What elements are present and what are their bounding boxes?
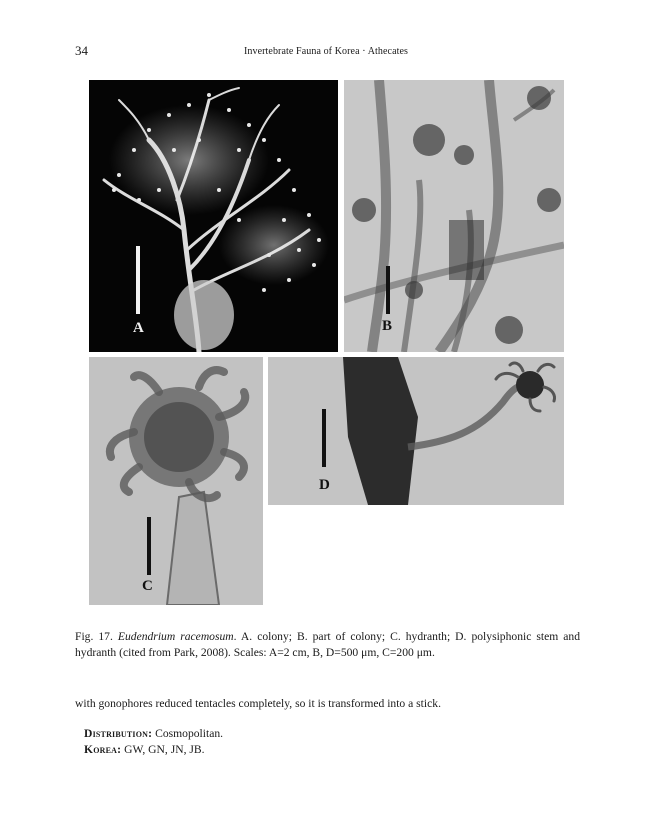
distribution-line xyxy=(84,727,223,740)
panel-label-a: A xyxy=(133,320,144,336)
korea-label: Korea: xyxy=(84,743,122,756)
scale-bar xyxy=(147,517,151,575)
colony-photo xyxy=(89,80,338,352)
figure-caption-text: . A. colony; B. part of colony; C. hydranth; D. polysiphonic stem and hydranth (cited from Park, 2008). Scales: A=2 cm, B, D=500 μm, C=200 μm. xyxy=(75,630,581,659)
scale-bar xyxy=(322,409,326,467)
colony-part-photo xyxy=(344,80,564,352)
body-paragraph: with gonophores reduced tentacles completely, so it is transformed into a stick. xyxy=(75,697,441,710)
figure-caption xyxy=(75,629,580,661)
figure-panel-c xyxy=(89,357,263,605)
scale-bar xyxy=(386,266,390,314)
panel-label-d: D xyxy=(319,477,330,493)
running-title: Invertebrate Fauna of Korea · Athecates xyxy=(243,46,409,57)
distribution-label: Distribution: xyxy=(84,727,153,740)
page-number: 34 xyxy=(75,43,88,58)
polysiphonic-stem-photo xyxy=(268,357,564,505)
panel-label-c: C xyxy=(142,578,153,594)
hydranth-photo xyxy=(89,357,263,605)
korea-line xyxy=(84,743,205,756)
figure-caption-prefix: Fig. 17. xyxy=(75,630,113,643)
scale-bar xyxy=(136,246,140,314)
figure-panel-d xyxy=(268,357,564,505)
panel-label-b: B xyxy=(382,318,393,334)
figure-panel-b xyxy=(344,80,564,352)
figure-panel-a xyxy=(89,80,338,352)
korea-value: GW, GN, JN, JB. xyxy=(124,743,205,756)
distribution-value: Cosmopolitan. xyxy=(155,727,224,740)
figure-caption-species: Eudendrium racemosum xyxy=(117,630,234,643)
